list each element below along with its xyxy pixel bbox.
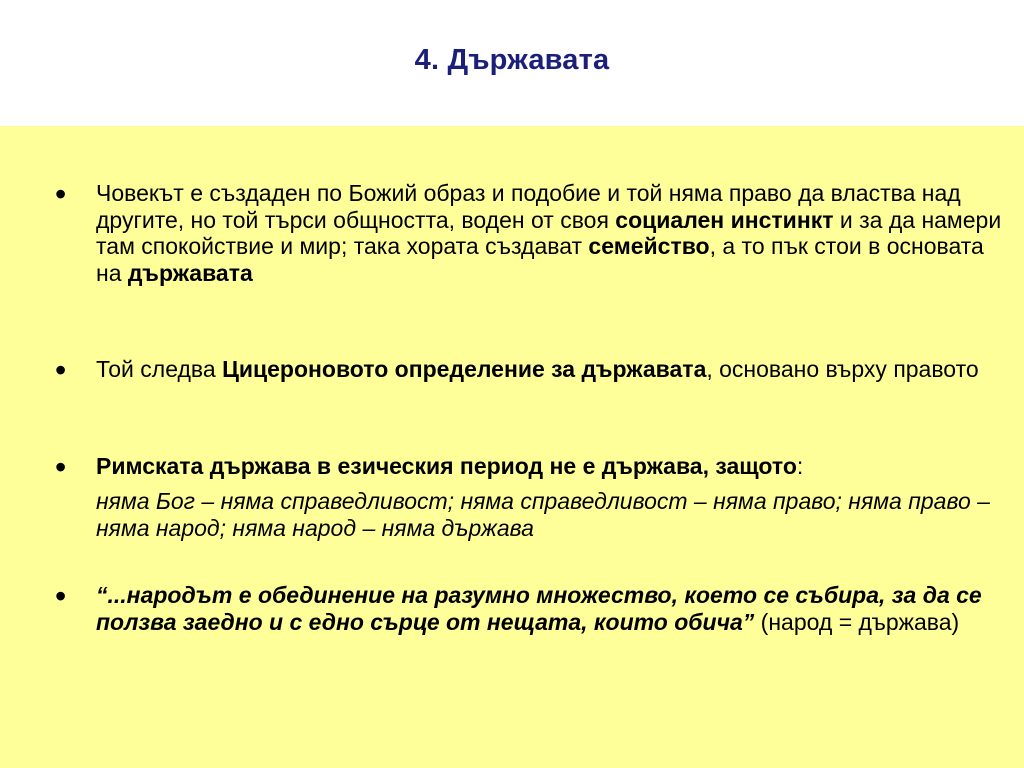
text-segment: , а то пък стои в основата на [96,233,984,286]
slide-body [0,126,1024,768]
bullet-marker: • [55,578,67,614]
text-segment: Той следва [96,356,223,382]
bullet-marker: • [55,176,67,212]
title-area [0,0,1024,126]
emphasis-roman-state: Римската държава в езическия период не е държава, защото [96,453,797,479]
bullet-marker: • [55,449,67,485]
emphasis-social-instinct: социален инстинкт [615,206,834,233]
text-segment: : [796,453,804,479]
text-segment: (народ = държава) [754,608,960,635]
emphasis-quote: “...народът е обединение на разумно множество, което се събира, за да се ползва заедно и с едно сърце от нещата, които обича” [96,582,982,635]
emphasis-cicero-definition: Цицероновото определение за държавата [222,356,707,382]
emphasis-state: държавата [127,259,253,286]
bullet-text-4 [96,582,1008,635]
text-segment: Човекът е създаден по Божий образ и подобие и той няма право да властва над другите, но той търси общността, воден от своя [96,180,961,233]
emphasis-family: семейство [588,233,710,259]
bullet-text-2 [96,356,1008,383]
bullet-subtext-3: няма Бог – няма справедливост; няма справедливост – няма право; няма право – няма народ; няма народ – няма държава [96,488,990,541]
text-segment: и за да намери там спокойствие и мир; така хората създават [96,206,1002,259]
slide-title: 4. Държавата [414,44,610,76]
bullet-text-3 [96,453,1008,480]
bullet-text-1 [96,180,1008,286]
text-segment: , основано върху правото [706,356,979,382]
bullet-marker: • [55,352,67,388]
